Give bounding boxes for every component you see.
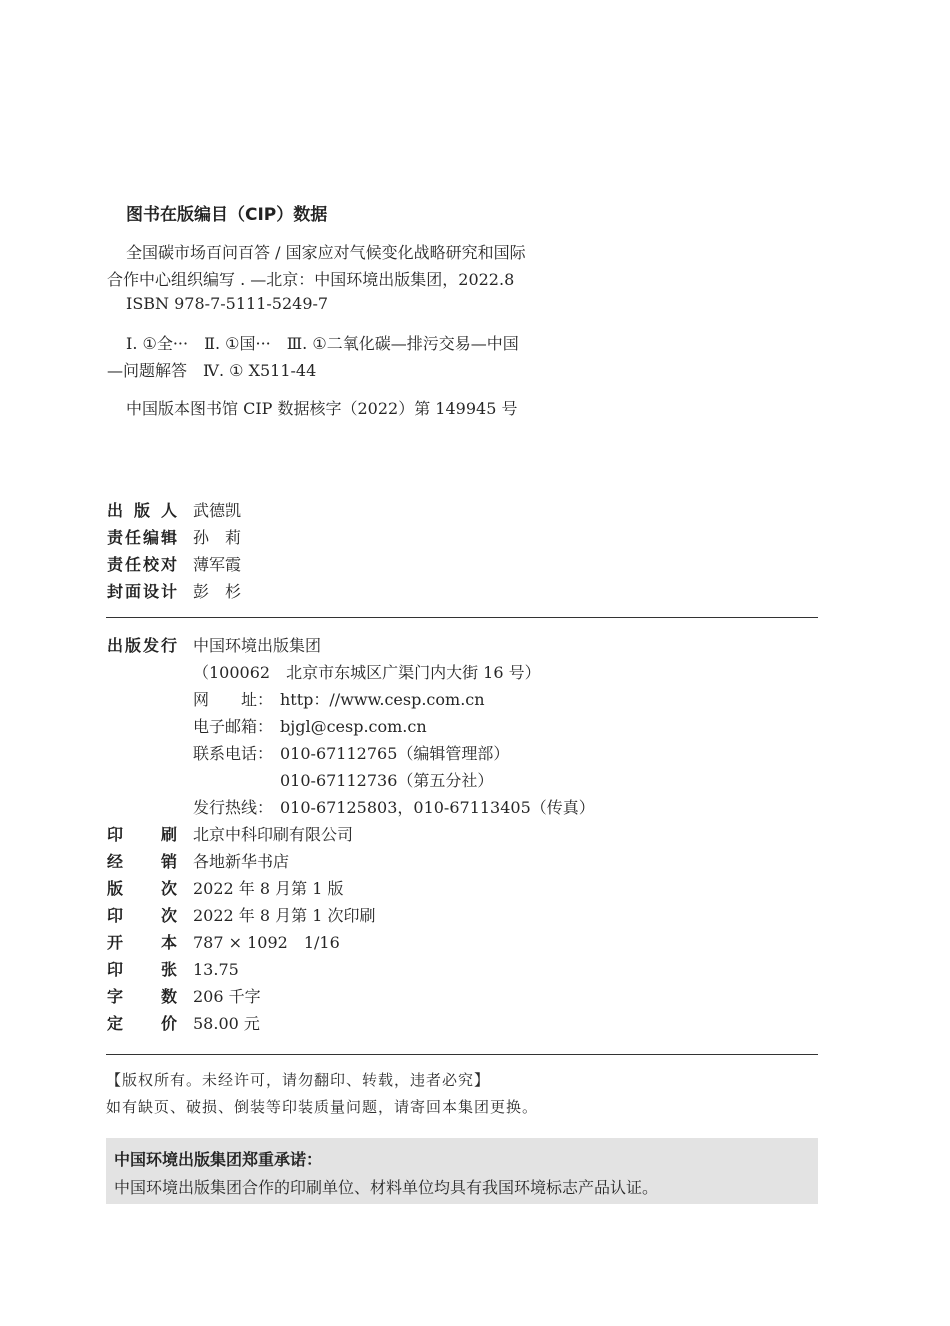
detail-value: 787 × 1092 1/16	[193, 933, 340, 952]
detail-value: 206 千字	[193, 987, 261, 1006]
cip-record-number: 中国版本图书馆 CIP 数据核字（2022）第 149945 号	[126, 399, 518, 418]
detail-value: 2022 年 8 月第 1 次印刷	[193, 906, 376, 925]
detail-value: 13.75	[193, 960, 239, 979]
detail-value: 各地新华书店	[193, 852, 290, 871]
staff-label: 责 任 校 对	[107, 555, 177, 574]
staff-value: 武德凯	[193, 501, 242, 520]
detail-label: 印 次	[107, 906, 177, 925]
staff-value: 孙 莉	[193, 528, 242, 547]
detail-label: 经 销	[107, 852, 177, 871]
detail-label: 字 数	[107, 987, 177, 1006]
publisher-name: 中国环境出版集团	[193, 636, 322, 655]
quality-notice: 如有缺页、破损、倒装等印装质量问题，请寄回本集团更换。	[106, 1098, 539, 1116]
publish-label: 出 版 发 行	[107, 636, 177, 655]
staff-value: 彭 杉	[193, 582, 242, 601]
detail-label: 版 次	[107, 879, 177, 898]
cip-title: 图书在版编目（CIP）数据	[126, 205, 328, 225]
cip-line-2: 合作中心组织编写 . —北京：中国环境出版集团，2022.8	[107, 270, 515, 289]
detail-value: 北京中科印刷有限公司	[193, 825, 354, 844]
publisher-address: （100062 北京市东城区广渠门内大街 16 号）	[193, 663, 541, 682]
divider-2	[106, 1054, 818, 1055]
email-label: 电子邮箱：	[193, 717, 274, 736]
cip-classification-1: Ⅰ. ①全··· Ⅱ. ①国··· Ⅲ. ①二氧化碳—排污交易—中国	[126, 334, 519, 353]
promise-text: 中国环境出版集团合作的印刷单位、材料单位均具有我国环境标志产品认证。	[114, 1178, 659, 1197]
staff-label: 责 任 编 辑	[107, 528, 177, 547]
website-label: 网 址：	[193, 690, 274, 709]
staff-label: 封 面 设 计	[107, 582, 177, 601]
copyright-notice: 【版权所有。未经许可，请勿翻印、转载，违者必究】	[106, 1071, 491, 1089]
detail-value: 2022 年 8 月第 1 版	[193, 879, 344, 898]
staff-value: 薄军霞	[193, 555, 242, 574]
detail-label: 开 本	[107, 933, 177, 952]
detail-label: 印 张	[107, 960, 177, 979]
phone-label: 联系电话：	[193, 744, 274, 763]
promise-title: 中国环境出版集团郑重承诺：	[114, 1150, 323, 1169]
phone-value-2: 010-67112736（第五分社）	[280, 771, 494, 790]
website-link[interactable]: http：//www.cesp.com.cn	[280, 690, 485, 709]
hotline-label: 发行热线：	[193, 798, 274, 817]
phone-value-1: 010-67112765（编辑管理部）	[280, 744, 510, 763]
detail-label: 印 刷	[107, 825, 177, 844]
detail-label: 定 价	[107, 1014, 177, 1033]
cip-classification-2: —问题解答 Ⅳ. ① X511-44	[107, 361, 317, 380]
promise-box	[106, 1138, 818, 1204]
email-link[interactable]: bjgl@cesp.com.cn	[280, 717, 427, 736]
divider-1	[106, 617, 818, 618]
cip-isbn: ISBN 978-7-5111-5249-7	[126, 294, 329, 313]
cip-line-1: 全国碳市场百问百答 / 国家应对气候变化战略研究和国际	[126, 243, 526, 262]
hotline-value: 010-67125803，010-67113405（传真）	[280, 798, 595, 817]
staff-label: 出 版 人	[107, 501, 177, 520]
detail-value: 58.00 元	[193, 1014, 260, 1033]
